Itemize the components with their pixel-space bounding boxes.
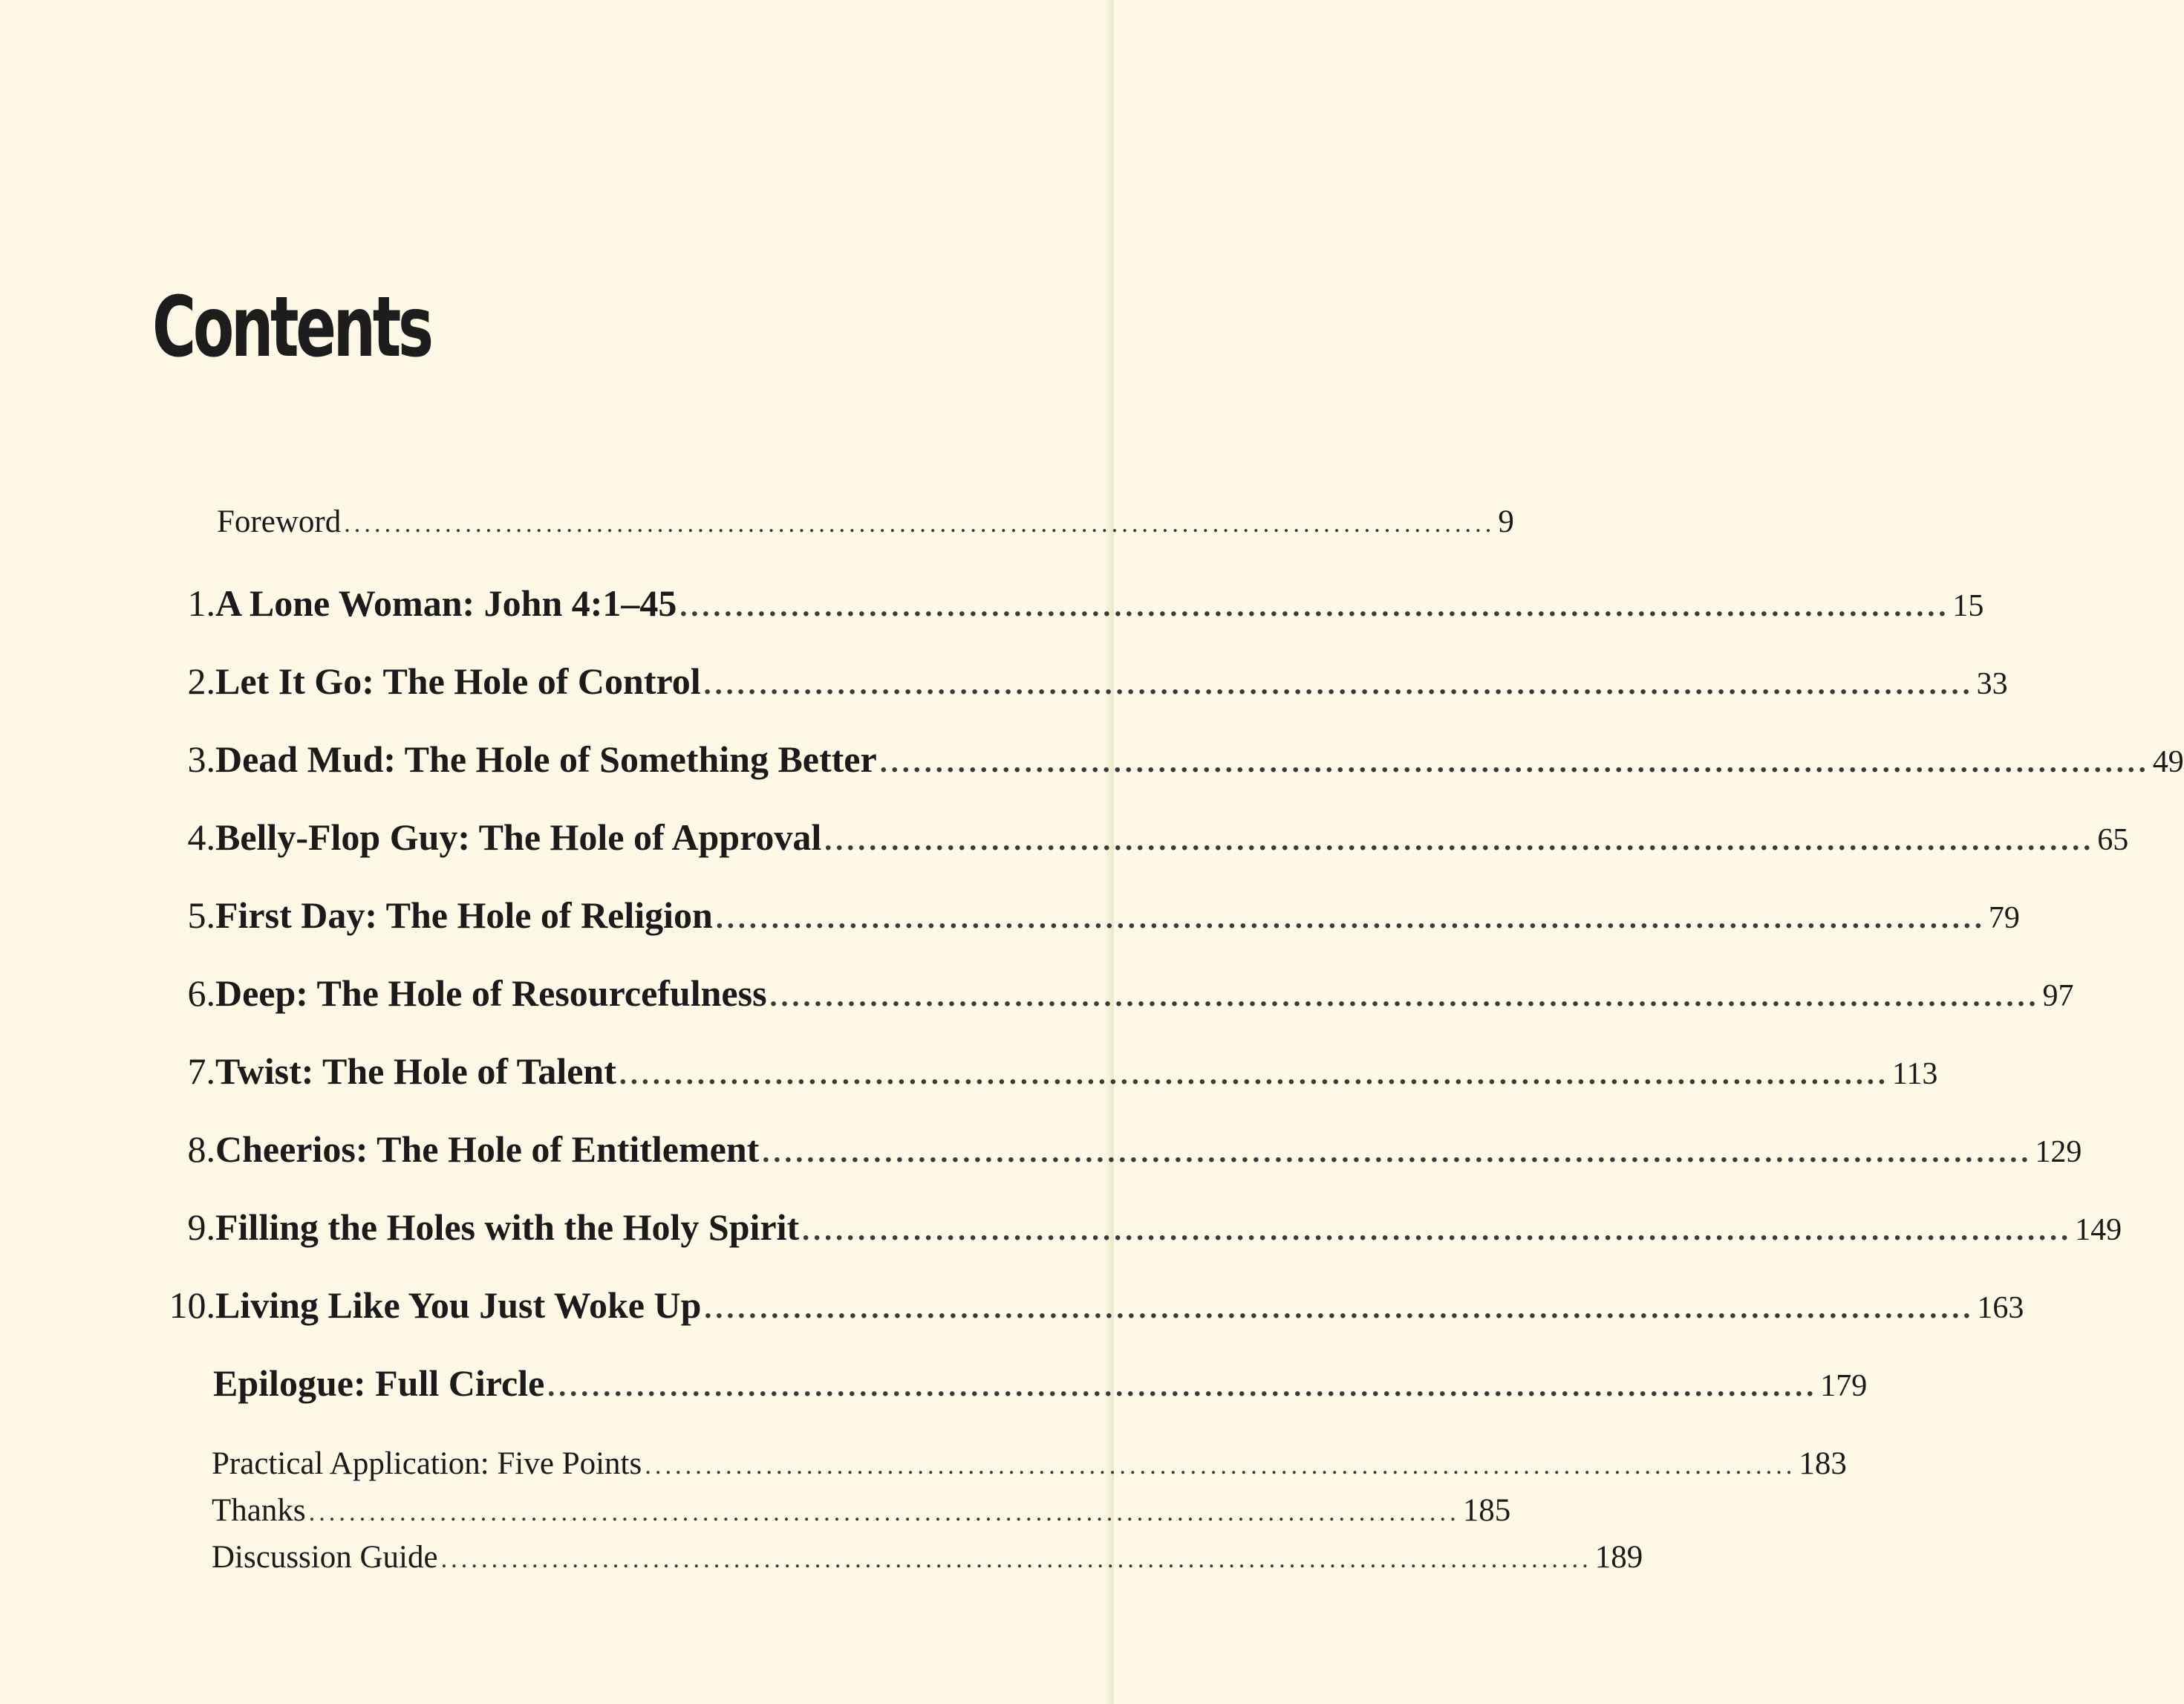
entry-page-number: 185 [1462,1493,1511,1528]
dot-leader: .................................................................................................................. [802,1213,2073,1246]
entry-title: Deep: The Hole of Resourcefulness [215,972,767,1014]
page-title: Contents [152,279,431,376]
chapter-number: 9. [187,1206,215,1248]
entry-title: Twist: The Hole of Talent [215,1050,616,1092]
toc-entry-chapter-3[interactable] [152,738,2184,781]
toc-entry-chapter-5[interactable] [152,894,2020,937]
dot-leader: .................................................................................................................. [547,1369,1818,1402]
entry-page-number: 129 [2035,1135,2082,1169]
toc-entry-chapter-8[interactable] [152,1128,2082,1171]
toc-entry-chapter-6[interactable] [152,972,2074,1015]
entry-page-number: 65 [2097,823,2129,857]
entry-title: Cheerios: The Hole of Entitlement [215,1128,760,1170]
entry-title: A Lone Woman: John 4:1–45 [215,582,677,624]
chapter-number: 5. [187,894,215,936]
dot-leader: .................................................................................................................. [769,979,2040,1012]
entry-page-number: 79 [1988,901,2020,935]
dot-leader: .................................................................................................................. [344,510,1496,538]
entry-title: Let It Go: The Hole of Control [215,660,701,702]
entry-page-number: 179 [1820,1369,1868,1403]
entry-page-number: 33 [1976,667,2008,701]
dot-leader: .................................................................................................................. [704,1291,1975,1324]
toc-entry-foreword[interactable] [217,504,1514,540]
dot-leader: .................................................................................................................. [679,589,1950,622]
entry-page-number: 49 [2152,745,2184,779]
entry-title: Living Like You Just Woke Up [215,1284,702,1326]
entry-title: Discussion Guide [212,1540,438,1575]
entry-page-number: 189 [1594,1540,1643,1575]
entry-title: Epilogue: Full Circle [213,1362,545,1404]
toc-entry-discussion-guide[interactable] [212,1539,1643,1575]
chapter-number: 10. [169,1284,215,1326]
chapter-number: 6. [187,972,215,1014]
chapter-number: 2. [187,660,215,702]
dot-leader: .................................................................................................................. [715,901,1986,934]
chapter-number: 8. [187,1128,215,1170]
chapter-number: 7. [187,1050,215,1092]
entry-title: First Day: The Hole of Religion [215,894,713,936]
entry-title: Thanks [212,1493,306,1528]
toc-entry-practical-application[interactable] [212,1446,1847,1482]
entry-title: Belly-Flop Guy: The Hole of Approval [215,816,822,858]
dot-leader: .................................................................................................................. [645,1451,1796,1480]
toc-entry-chapter-10[interactable] [152,1284,2024,1327]
entry-page-number: 97 [2042,979,2074,1013]
entry-title: Foreword [217,504,342,539]
chapter-number: 4. [187,816,215,858]
dot-leader: .................................................................................................................. [440,1545,1592,1573]
dot-leader: .................................................................................................................. [824,823,2095,856]
toc-entry-chapter-9[interactable] [152,1206,2122,1249]
dot-leader: .................................................................................................................. [619,1057,1889,1090]
chapter-number: 1. [187,582,215,624]
entry-title: Dead Mud: The Hole of Something Better [215,738,877,780]
dot-leader: .................................................................................................................. [703,667,1974,700]
toc-entry-chapter-1[interactable] [152,582,1984,625]
entry-page-number: 15 [1952,589,1984,623]
toc-entry-epilogue[interactable] [213,1362,1868,1405]
entry-page-number: 183 [1799,1446,1847,1481]
entry-page-number: 149 [2075,1213,2122,1247]
toc-entry-chapter-7[interactable] [152,1050,1938,1093]
entry-page-number: 163 [1977,1291,2024,1325]
entry-page-number: 113 [1891,1057,1938,1091]
chapter-number: 3. [187,738,215,780]
entry-page-number: 9 [1498,504,1514,539]
toc-entry-thanks[interactable] [212,1492,1511,1529]
dot-leader: .................................................................................................................. [879,745,2150,778]
toc-entry-chapter-4[interactable] [152,816,2129,859]
entry-title: Practical Application: Five Points [212,1446,642,1481]
entry-title: Filling the Holes with the Holy Spirit [215,1206,800,1248]
toc-entry-chapter-2[interactable] [152,660,2008,703]
dot-leader: .................................................................................................................. [308,1498,1460,1526]
dot-leader: .................................................................................................................. [762,1135,2033,1168]
